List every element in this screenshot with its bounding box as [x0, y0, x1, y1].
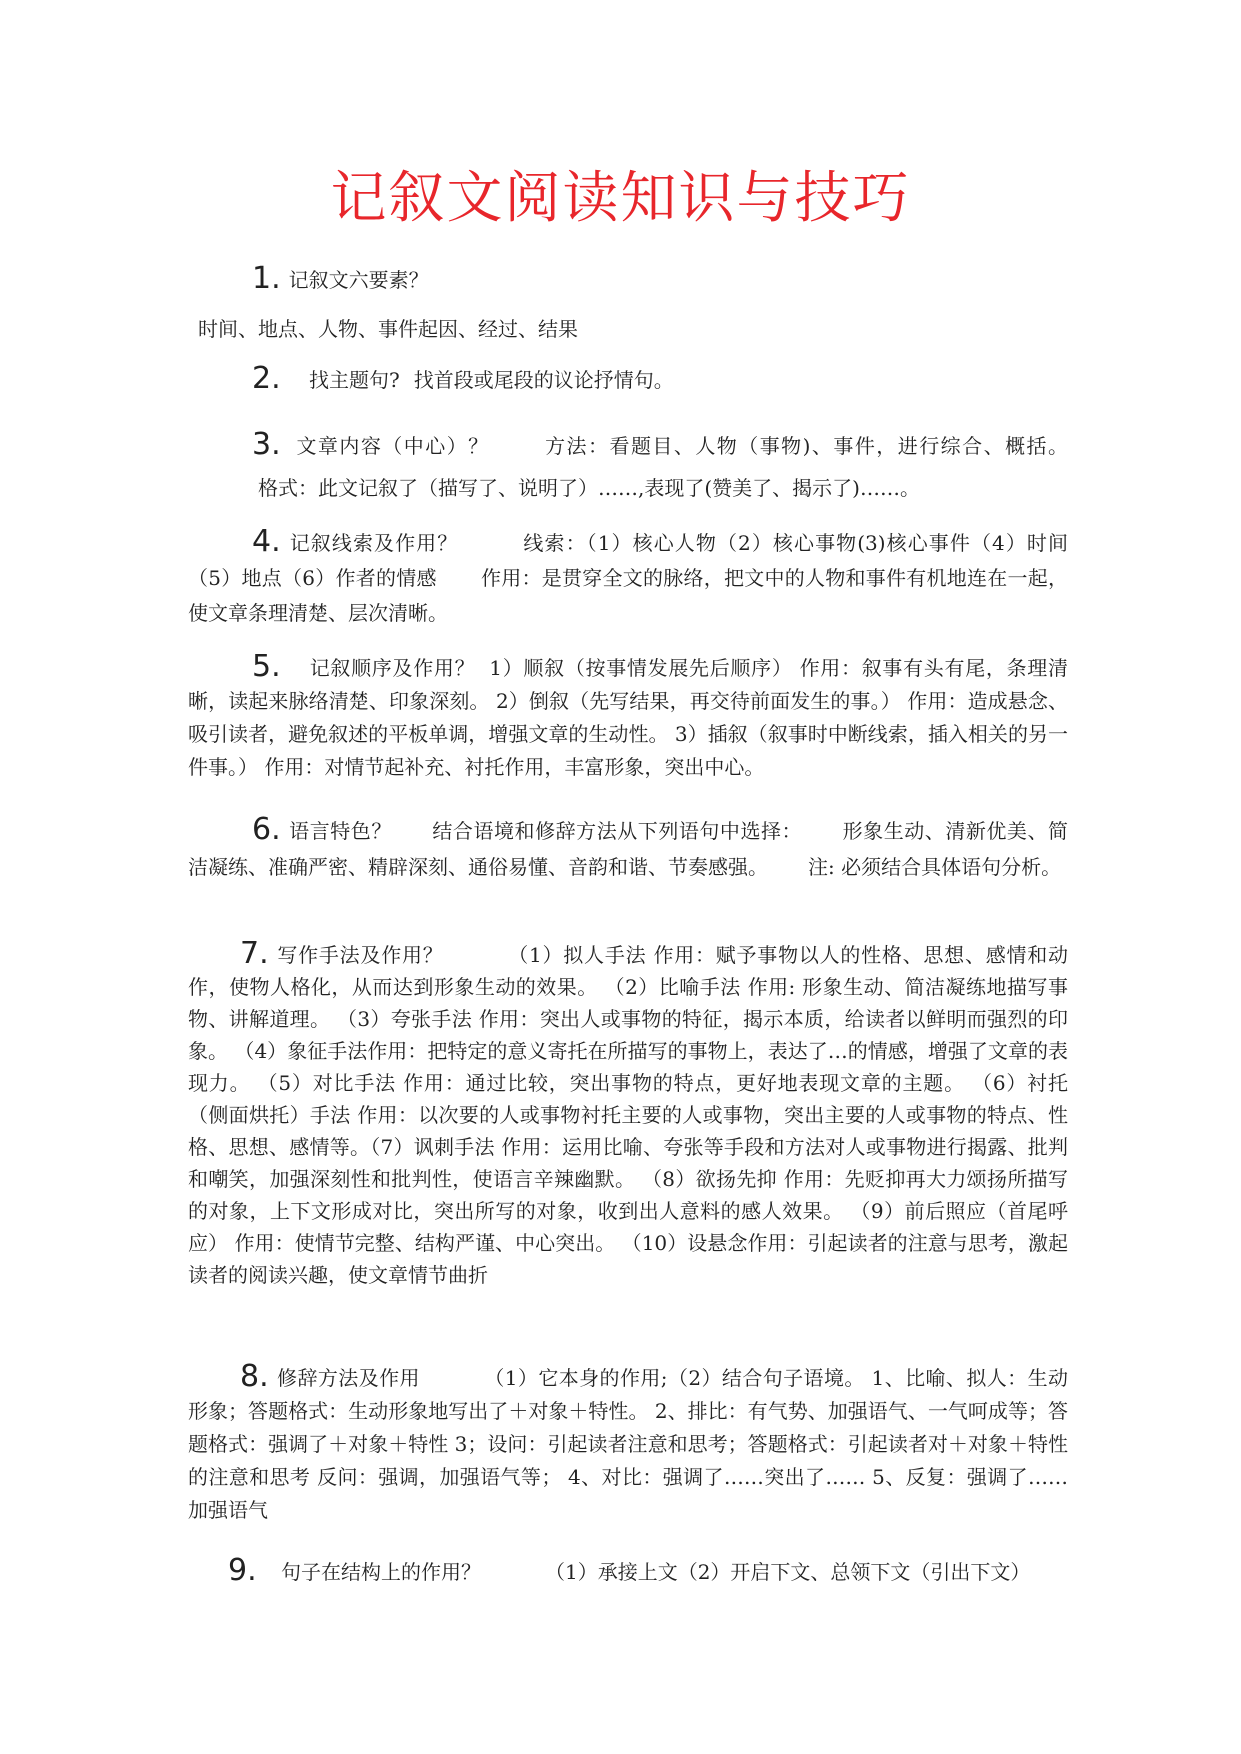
- section-4: [188, 524, 1068, 631]
- item-method: 方法：看题目、人物（事物)、事件，进行综合、概括。: [543, 434, 1069, 458]
- item-number: 9.: [228, 1553, 257, 1588]
- item-number: 5.: [252, 649, 281, 684]
- item-answer: 找首段或尾段的议论抒情句。: [413, 368, 674, 392]
- item-question: 文章内容（中心）？: [296, 434, 490, 458]
- item-answer: 线索：（1）核心人物（2）核心事物(3)核心事件（4）时间（5）地点（6）作者的情感: [188, 531, 1068, 590]
- item-answer: （1）它本身的作用;（2）结合句子语境。 1、比喻、拟人：生动形象；答题格式：生动形象地写出了＋对象＋特性。 2、排比：有气势、加强语气、一气呵成等；答题格式：强调了＋对象＋特性 3；设问：引起读者注意和思考；答题格式：引起读者对＋对象＋特性的注意和思考 反问：强调，加强语气等； 4、对比：强调了……突出了…… 5、反复：强调了……加强语气: [188, 1366, 1068, 1522]
- item-number: 7.: [240, 936, 269, 971]
- section-2: [188, 362, 1068, 397]
- item-note: 注: 必须结合具体语句分析。: [808, 855, 1062, 879]
- item-question: 句子在结构上的作用？: [280, 1560, 481, 1584]
- section-7: [188, 938, 1068, 1291]
- section-1-answer: 时间、地点、人物、事件起因、经过、结果: [198, 317, 578, 341]
- item-effect: 作用：是贯穿全文的脉络，把文中的人物和事件有机地连在一起，使文章条理清楚、层次清晰。: [188, 566, 1069, 625]
- item-number: 4.: [252, 524, 281, 559]
- section-5: [188, 650, 1068, 784]
- item-number: 2.: [252, 361, 281, 396]
- section-1: [188, 262, 1068, 297]
- item-number: 3.: [252, 427, 281, 462]
- item-number: 6.: [252, 812, 281, 847]
- section-8: [188, 1360, 1068, 1527]
- item-question: 找主题句?: [308, 368, 400, 392]
- item-answer: （1）承接上文（2）开启下文、总领下文（引出下文）: [544, 1560, 1031, 1584]
- item-answer: 结合语境和修辞方法从下列语句中选择：: [431, 819, 803, 843]
- section-3: [188, 424, 1068, 509]
- item-number: 1.: [252, 261, 281, 296]
- item-answer: （1）拟人手法 作用：赋予事物以人的性格、思想、感情和动作，使物人格化，从而达到形象生动的效果。 （2）比喻手法 作用: 形象生动、简洁凝练地描写事物、讲解道理。 （3）夸张手法 作用：突出人或事物的特征，揭示本质，给读者以鲜明而强烈的印象。 （4）象征手法作用：把特定的意义寄托在所描写的事物上，表达了…的情感，增强了文章的表现力。 （5）对比手法 作用：通过比较，突出事物的特点，更好地表现文章的主题。 （6）衬托（侧面烘托）手法 作用：以次要的人或事物衬托主要的人或事物，突出主要的人或事物的特点、性格、思想、感情等。（7）讽刺手法 作用：运用比喻、夸张等手段和方法对人或事物进行揭露、批判和嘲笑，加强深刻性和批判性，使语言辛辣幽默。 （8）欲扬先抑 作用：先贬抑再大力颂扬所描写的对象，上下文形成对比，突出所写的对象，收到出人意料的感人效果。 （9）前后照应（首尾呼应） 作用：使情节完整、结构严谨、中心突出。 （10）设悬念作用：引起读者的注意与思考，激起读者的阅读兴趣，使文章情节曲折: [188, 943, 1068, 1287]
- item-question: 语言特色？: [288, 819, 392, 843]
- page-title: 记叙文阅读知识与技巧: [330, 166, 911, 231]
- section-9: [188, 1554, 1068, 1589]
- item-list: 形象生动、清新优美、简洁凝练、准确严密、精辟深刻、通俗易懂、音韵和谐、节奏感强。: [188, 819, 1069, 879]
- item-question: 记叙顺序及作用？: [309, 656, 476, 680]
- item-number: 8.: [240, 1359, 269, 1394]
- item-question: 写作手法及作用？: [276, 943, 444, 967]
- item-question: 记叙线索及作用？: [288, 531, 459, 555]
- item-question: 修辞方法及作用: [276, 1366, 420, 1390]
- item-format: 格式：此文记叙了（描写了、说明了）……,表现了(赞美了、揭示了)……。: [258, 476, 920, 500]
- section-6: [188, 812, 1068, 885]
- item-question: 记叙文六要素？: [288, 268, 429, 292]
- item-answer: 1）顺叙（按事情发展先后顺序） 作用：叙事有头有尾，条理清晰，读起来脉络清楚、印象深刻。 2）倒叙（先写结果，再交待前面发生的事。） 作用：造成悬念、吸引读者，避免叙述的平板单调，增强文章的生动性。 3）插叙（叙事时中断线索，插入相关的另一件事。） 作用：对情节起补充、衬托作用，丰富形象，突出中心。: [188, 656, 1068, 779]
